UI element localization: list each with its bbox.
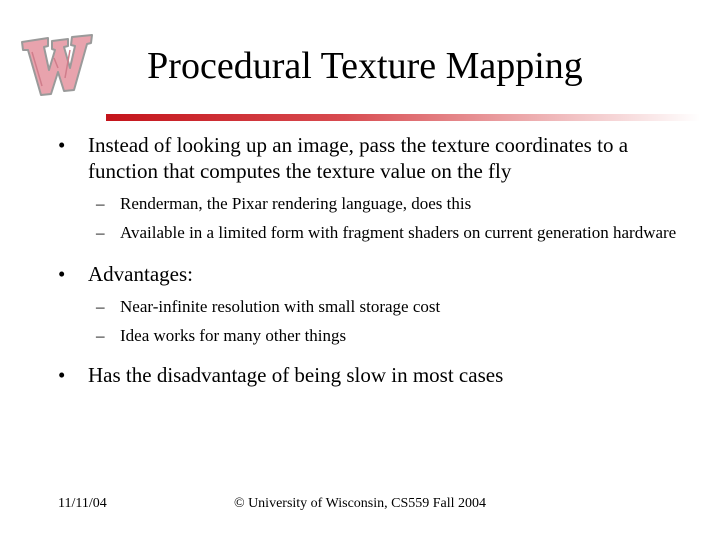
sub-bullet-text: Near-infinite resolution with small storage cost [120,297,441,316]
bullet-marker: • [58,363,66,387]
footer-date: 11/11/04 [58,496,107,511]
footer-copyright: © University of Wisconsin, CS559 Fall 2004 [233,496,487,511]
sub-bullet-marker: – [96,194,105,213]
bullet-1 [58,132,698,245]
bullet-marker: • [58,133,66,157]
sub-bullet-text: Idea works for many other things [120,326,347,345]
bullet-text: Has the disadvantage of being slow in most cases [88,363,504,387]
title-divider [106,114,700,121]
bullet-2 [58,261,698,348]
sub-bullet-marker: – [96,223,105,242]
bullet-marker: • [58,262,66,286]
sub-bullet-marker: – [96,297,105,316]
wisconsin-w-logo-icon [18,28,94,98]
sub-bullet-text: Renderman, the Pixar rendering language, does this [120,194,472,213]
sub-bullet-text: Available in a limited form with fragment shaders on current generation hardware [120,223,677,242]
bullet-3 [58,362,698,388]
bullet-text: Instead of looking up an image, pass the texture coordinates to a function that computes the texture value on the fly [88,133,629,183]
slide-body [58,132,698,388]
bullet-text: Advantages: [88,262,193,286]
sub-bullet-marker: – [96,326,105,345]
slide-title: Procedural Texture Mapping [147,45,583,87]
